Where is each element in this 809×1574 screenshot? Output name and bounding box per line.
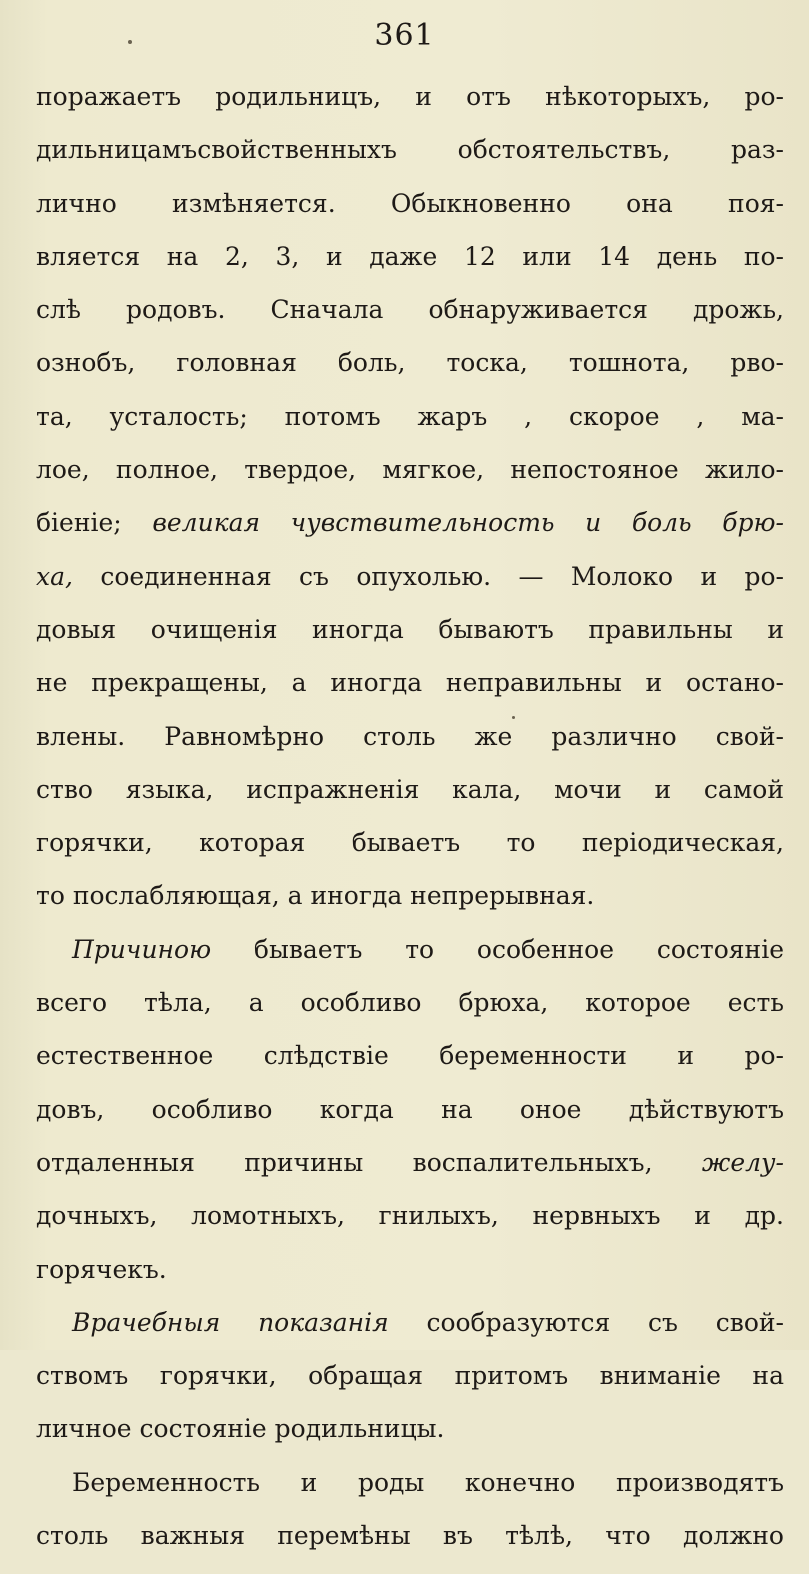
page-body-text bbox=[36, 82, 784, 1574]
italic-phrase: Причиною bbox=[72, 934, 212, 964]
text-line: столь важныя перемѣны въ тѣлѣ, что должно bbox=[36, 1521, 784, 1551]
italic-phrase: великая чувствительность и боль брю- bbox=[152, 508, 784, 538]
text-line: біеніе; великая чувствительность и боль брю- bbox=[36, 508, 784, 538]
text-line: всего тѣла, а особливо брюха, которое есть bbox=[36, 988, 784, 1018]
italic-phrase: Врачебныя показанія bbox=[72, 1307, 389, 1337]
text-line: отдаленныя причины воспалительныхъ, желу- bbox=[36, 1147, 784, 1177]
text-line: ознобъ, головная боль, тоска, тошнота, рво- bbox=[36, 348, 784, 378]
text-line: дильницамъсвойственныхъ обстоятельствъ, раз- bbox=[36, 135, 784, 165]
page-number: 361 bbox=[374, 18, 435, 53]
text-line: естественное слѣдствіе беременности и ро- bbox=[36, 1041, 784, 1071]
text-line: поражаетъ родильницъ, и отъ нѣкоторыхъ, ро- bbox=[36, 82, 784, 111]
text-line: горячекъ. bbox=[36, 1254, 167, 1284]
text-line: дочныхъ, ломотныхъ, гнилыхъ, нервныхъ и др. bbox=[36, 1201, 784, 1231]
text-line: довъ, особливо когда на оное дѣйствуютъ bbox=[36, 1094, 784, 1124]
text-line: ствомъ горячки, обращая притомъ вниманіе на bbox=[36, 1361, 784, 1391]
text-line: Врачебныя показанія сообразуются съ свой- bbox=[72, 1307, 784, 1337]
text-line: то послабляющая, а иногда непрерывная. bbox=[36, 881, 595, 911]
text-line: ство языка, испражненія кала, мочи и самой bbox=[36, 774, 784, 804]
text-line: та, усталость; потомъ жаръ , скорое , ма- bbox=[36, 401, 784, 431]
text-line: лично измѣняется. Обыкновенно она поя- bbox=[36, 188, 784, 218]
text-line: влены. Равномѣрно столь же различно свой- bbox=[36, 721, 784, 751]
text-line: Беременность и роды конечно производятъ bbox=[72, 1467, 784, 1497]
text-line: довыя очищенія иногда бываютъ правильны и bbox=[36, 614, 784, 644]
text-line: вляется на 2, 3, и даже 12 или 14 день по- bbox=[36, 241, 784, 271]
text-line: личное состояніе родильницы. bbox=[36, 1414, 445, 1444]
text-line: ха, соединенная съ опухолью. — Молоко и ро- bbox=[36, 561, 784, 591]
text-line: Причиною бываетъ то особенное состояніе bbox=[72, 934, 784, 964]
italic-phrase: желу- bbox=[701, 1147, 784, 1177]
text-line: лое, полное, твердое, мягкое, непостояное жило- bbox=[36, 455, 784, 485]
text-line: горячки, которая бываетъ то періодическая, bbox=[36, 828, 784, 858]
text-line: не прекращены, а иногда неправильны и остано- bbox=[36, 668, 784, 698]
text-line: слѣ родовъ. Сначала обнаруживается дрожь, bbox=[36, 295, 784, 325]
italic-phrase: ха, bbox=[36, 561, 73, 591]
